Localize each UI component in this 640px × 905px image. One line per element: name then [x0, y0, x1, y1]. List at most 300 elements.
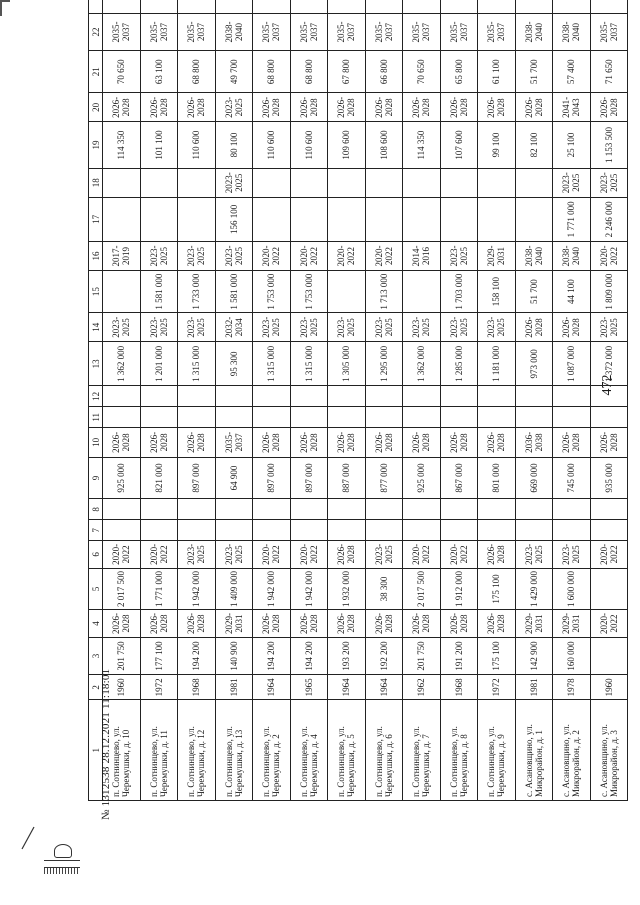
table-cell: 95 300	[215, 342, 253, 386]
table-cell: 2026-2028	[590, 93, 628, 122]
table-cell: 2026-2028	[103, 93, 141, 122]
table-cell: 2023-2025	[403, 313, 441, 342]
table-cell	[290, 0, 328, 13]
table-cell: 175 100	[478, 568, 516, 610]
table-cell: 2026-2028	[365, 610, 403, 637]
table-cell	[403, 407, 441, 428]
table-cell: 2023-2025	[440, 241, 478, 270]
table-cell: 2023-2025	[140, 313, 178, 342]
table-cell: 2026-2028	[553, 428, 591, 457]
table-cell: 1978	[553, 675, 591, 700]
table-cell	[328, 197, 366, 241]
table-cell	[328, 407, 366, 428]
table-cell	[403, 168, 441, 197]
table-cell: 2023-2025	[215, 168, 253, 197]
table-cell	[253, 168, 291, 197]
table-cell: 2035-2037	[440, 13, 478, 51]
address-cell: п. Сотнинцево, ул. Черемушки, д. 5	[328, 700, 366, 801]
table-cell: 2026-2028	[328, 428, 366, 457]
column-number: 1	[89, 700, 103, 801]
table-cell: 2023-2025	[515, 541, 553, 568]
table-cell	[215, 386, 253, 407]
table-cell: 2026-2028	[440, 93, 478, 122]
table-cell: 65 800	[440, 51, 478, 93]
address-cell: п. Сотнинцево, ул. Черемушки, д. 11	[140, 700, 178, 801]
table-cell: 160 000	[553, 637, 591, 675]
table-cell	[478, 520, 516, 541]
table-cell: 107 600	[440, 122, 478, 168]
table-cell: 2035-2037	[253, 13, 291, 51]
table-cell	[103, 271, 141, 313]
table-cell: 2026-2028	[328, 93, 366, 122]
table-cell: 1964	[253, 675, 291, 700]
table-cell	[590, 520, 628, 541]
table-cell: 2020-2022	[403, 541, 441, 568]
table-cell: 2035-2037	[403, 13, 441, 51]
table-cell	[365, 407, 403, 428]
table-cell: 2026-2028	[140, 610, 178, 637]
table-cell	[365, 386, 403, 407]
table-cell	[140, 168, 178, 197]
table-cell: 801 000	[478, 457, 516, 499]
column-number: 22	[89, 13, 103, 51]
table-cell: 669 000	[515, 457, 553, 499]
address-cell: п. Сотнинцево, ул. Черемушки, д. 4	[290, 700, 328, 801]
table-cell: 1 201 000	[140, 342, 178, 386]
table-cell	[328, 168, 366, 197]
table-cell: 925 000	[403, 457, 441, 499]
table-cell	[103, 407, 141, 428]
table-cell: 2026-2028	[403, 428, 441, 457]
table-cell	[178, 386, 216, 407]
address-cell: п. Сотнинцево, ул. Черемушки, д. 2	[253, 700, 291, 801]
table-cell: 68 800	[290, 51, 328, 93]
table-cell	[440, 499, 478, 520]
table-cell: 2026-2028	[140, 428, 178, 457]
table-cell: 2023-2025	[215, 241, 253, 270]
table-cell: 2026-2028	[515, 313, 553, 342]
table-cell: 2020-2022	[253, 541, 291, 568]
address-cell: с. Асановщино, ул. Микрорайон, д. 1	[515, 700, 553, 801]
table-cell: 1 942 000	[178, 568, 216, 610]
table-cell: 1 771 000	[553, 197, 591, 241]
table-cell: 1981	[215, 675, 253, 700]
table-cell: 2026-2028	[290, 428, 328, 457]
table-cell: 1 295 000	[365, 342, 403, 386]
page-number: 472	[600, 374, 615, 396]
table-cell: 897 000	[253, 457, 291, 499]
table-cell: 1 912 000	[440, 568, 478, 610]
table-cell	[515, 499, 553, 520]
table-cell: 2029-2031	[215, 610, 253, 637]
address-cell: п. Сотнинцево, ул. Черемушки, д. 8	[440, 700, 478, 801]
table-cell	[178, 499, 216, 520]
table-cell: 2023-2025	[178, 541, 216, 568]
table-cell: 2020-2022	[328, 241, 366, 270]
column-number: 19	[89, 122, 103, 168]
table-cell	[440, 0, 478, 13]
table-cell	[178, 197, 216, 241]
table-row	[440, 0, 478, 801]
table-cell: 1964	[328, 675, 366, 700]
column-number: 3	[89, 637, 103, 675]
table-cell: 1 153 500	[590, 122, 628, 168]
table-cell: 2023-2025	[478, 313, 516, 342]
table-cell: 175 100	[478, 637, 516, 675]
table-cell: 1 372 000	[590, 342, 628, 386]
table-cell: 2023-2025	[178, 241, 216, 270]
table-cell: 2036-2038	[515, 428, 553, 457]
table-cell: 2026-2028	[365, 428, 403, 457]
table-cell: 80 100	[215, 122, 253, 168]
table-cell	[515, 386, 553, 407]
table-cell: 114 350	[103, 122, 141, 168]
table-cell: 2026-2028	[478, 541, 516, 568]
table-cell	[478, 499, 516, 520]
table-cell: 821 000	[140, 457, 178, 499]
table-cell: 110 600	[178, 122, 216, 168]
table-cell: 2026-2028	[103, 428, 141, 457]
table-cell	[478, 168, 516, 197]
table-cell	[140, 197, 178, 241]
table-cell: 2020-2022	[440, 541, 478, 568]
table-cell: 1 771 000	[140, 568, 178, 610]
table-row	[365, 0, 403, 801]
table-cell: 108 600	[365, 122, 403, 168]
table-cell: 49 700	[215, 51, 253, 93]
table-cell	[440, 520, 478, 541]
table-cell: 2026-2028	[403, 93, 441, 122]
table-cell: 2035-2037	[178, 13, 216, 51]
table-cell: 973 000	[515, 342, 553, 386]
table-cell	[590, 0, 628, 13]
table-cell	[253, 499, 291, 520]
table-cell: 1 581 000	[215, 271, 253, 313]
table-cell	[103, 520, 141, 541]
column-number: 12	[89, 386, 103, 407]
table-cell: 867 000	[440, 457, 478, 499]
table-cell: 2014-2016	[403, 241, 441, 270]
table-cell: 101 100	[140, 122, 178, 168]
table-row	[215, 0, 253, 801]
address-cell: п. Сотнинцево, ул. Черемушки, д. 9	[478, 700, 516, 801]
table-cell: 1 753 000	[253, 271, 291, 313]
table-cell: 67 800	[328, 51, 366, 93]
table-cell	[515, 0, 553, 13]
table-cell	[553, 499, 591, 520]
table-row	[290, 0, 328, 801]
table-cell: 2023-2025	[290, 313, 328, 342]
table-cell: 66 800	[365, 51, 403, 93]
table-cell: 38 300	[365, 568, 403, 610]
table-cell: 2026-2028	[478, 610, 516, 637]
table-cell: 156 100	[215, 197, 253, 241]
table-cell: 2023-2025	[553, 541, 591, 568]
table-cell: 2020-2022	[103, 541, 141, 568]
table-cell: 2026-2028	[478, 428, 516, 457]
table-cell	[590, 568, 628, 610]
table-cell	[215, 0, 253, 13]
table-cell: 2020-2022	[590, 610, 628, 637]
table-cell	[440, 197, 478, 241]
address-cell: п. Сотнинцево, ул. Черемушки, д. 7	[403, 700, 441, 801]
table-cell	[290, 386, 328, 407]
table-cell: 1960	[590, 675, 628, 700]
column-number: 20	[89, 93, 103, 122]
column-number: 11	[89, 407, 103, 428]
table-cell: 745 000	[553, 457, 591, 499]
table-cell: 1972	[478, 675, 516, 700]
table-row	[590, 0, 628, 801]
column-number: 10	[89, 428, 103, 457]
table-row	[140, 0, 178, 801]
column-number: 2	[89, 675, 103, 700]
table-cell: 68 800	[178, 51, 216, 93]
table-cell: 2026-2028	[178, 428, 216, 457]
table-cell	[553, 520, 591, 541]
table-cell: 2035-2037	[140, 13, 178, 51]
table-cell	[290, 168, 328, 197]
table-cell	[478, 197, 516, 241]
table-cell: 2023-2025	[178, 313, 216, 342]
table-cell: 2023-2025	[590, 313, 628, 342]
table-cell: 2023-2025	[215, 93, 253, 122]
table-cell: 2035-2037	[328, 13, 366, 51]
table-cell: 2023-2025	[553, 168, 591, 197]
table-cell	[553, 0, 591, 13]
table-cell: 2029-2031	[478, 241, 516, 270]
table-cell: 2038-2040	[553, 13, 591, 51]
table-cell	[440, 168, 478, 197]
table-cell	[328, 520, 366, 541]
address-cell: с. Асановщино, ул. Микрорайон, д. 3	[590, 700, 628, 801]
table-cell: 2020-2022	[290, 541, 328, 568]
table-cell	[478, 386, 516, 407]
table-cell: 2017-2019	[103, 241, 141, 270]
table-cell	[253, 0, 291, 13]
table-cell: 201 750	[403, 637, 441, 675]
table-cell: 2023-2025	[215, 541, 253, 568]
table-cell: 2026-2028	[103, 610, 141, 637]
table-cell	[515, 407, 553, 428]
table-cell: 70 650	[403, 51, 441, 93]
table-cell	[140, 0, 178, 13]
table-cell: 2035-2037	[365, 13, 403, 51]
table-cell: 194 200	[178, 637, 216, 675]
table-cell: 1 409 000	[215, 568, 253, 610]
table-cell: 2 017 500	[403, 568, 441, 610]
table-cell: 2026-2028	[178, 93, 216, 122]
table-cell: 68 800	[253, 51, 291, 93]
column-number: 8	[89, 499, 103, 520]
table-cell: 110 600	[253, 122, 291, 168]
table-cell: 194 200	[290, 637, 328, 675]
table-cell: 1 362 000	[403, 342, 441, 386]
table-cell: 2026-2028	[515, 93, 553, 122]
table-cell: 1965	[290, 675, 328, 700]
table-cell: 25 100	[553, 122, 591, 168]
table-cell	[328, 386, 366, 407]
table-cell: 51 700	[515, 51, 553, 93]
table-cell: 2038-2040	[515, 241, 553, 270]
table-cell: 110 600	[290, 122, 328, 168]
table-cell: 61 100	[478, 51, 516, 93]
table-cell: 2038-2040	[215, 13, 253, 51]
table-cell	[178, 0, 216, 13]
table-cell: 2026-2028	[553, 313, 591, 342]
table-cell: 1968	[440, 675, 478, 700]
table-cell	[365, 197, 403, 241]
table-cell: 99 100	[478, 122, 516, 168]
table-cell: 2023-2025	[253, 313, 291, 342]
table-cell: 2023-2025	[328, 313, 366, 342]
table-cell: 1 600 000	[553, 568, 591, 610]
table-cell	[328, 0, 366, 13]
table-row	[403, 0, 441, 801]
table-cell: 2026-2028	[253, 93, 291, 122]
table-cell	[553, 407, 591, 428]
column-number: 4	[89, 610, 103, 637]
table-cell	[553, 386, 591, 407]
table-cell	[178, 407, 216, 428]
table-cell: 1 285 000	[440, 342, 478, 386]
table-row	[515, 0, 553, 801]
emblem-lettering	[44, 868, 80, 874]
emblem-bars	[44, 860, 80, 868]
table-cell: 2032-2034	[215, 313, 253, 342]
table-cell: 1 942 000	[253, 568, 291, 610]
table-cell: 2023-2025	[103, 313, 141, 342]
table-cell: 897 000	[290, 457, 328, 499]
table-cell: 2026-2028	[440, 610, 478, 637]
table-cell	[140, 407, 178, 428]
table-cell	[178, 520, 216, 541]
table-row	[253, 0, 291, 801]
table-cell: 1 315 000	[178, 342, 216, 386]
table-cell: 2023-2025	[365, 313, 403, 342]
table-cell	[290, 520, 328, 541]
table-cell	[103, 168, 141, 197]
table-cell: 2029-2031	[553, 610, 591, 637]
table-cell: 887 000	[328, 457, 366, 499]
table-cell: 2026-2028	[403, 610, 441, 637]
table-cell	[365, 520, 403, 541]
column-number: 17	[89, 197, 103, 241]
table-cell: 2020-2022	[290, 241, 328, 270]
table-cell: 1962	[403, 675, 441, 700]
table-cell	[253, 197, 291, 241]
table-cell	[590, 386, 628, 407]
table-cell: 2020-2022	[140, 541, 178, 568]
table-cell: 1 362 000	[103, 342, 141, 386]
table-cell: 142 900	[515, 637, 553, 675]
table-cell: 44 100	[553, 271, 591, 313]
table-cell: 109 600	[328, 122, 366, 168]
table-cell: 2035-2037	[103, 13, 141, 51]
registry-table	[88, 0, 628, 801]
table-cell	[215, 407, 253, 428]
table-cell	[253, 520, 291, 541]
emblem-shape	[54, 844, 72, 858]
table-cell: 2026-2028	[140, 93, 178, 122]
table-cell: 2026-2028	[253, 428, 291, 457]
table-cell: 2020-2022	[253, 241, 291, 270]
table-cell: 1 315 000	[290, 342, 328, 386]
table-cell: 114 350	[403, 122, 441, 168]
table-cell	[140, 499, 178, 520]
table-cell: 158 100	[478, 271, 516, 313]
table-cell	[515, 168, 553, 197]
table-cell: 2026-2028	[440, 428, 478, 457]
table-cell: 1 429 000	[515, 568, 553, 610]
table-cell: 1 753 000	[290, 271, 328, 313]
column-number: 15	[89, 271, 103, 313]
table-cell: 2026-2028	[328, 610, 366, 637]
table-cell	[328, 499, 366, 520]
column-number: 14	[89, 313, 103, 342]
table-cell	[403, 0, 441, 13]
table-cell	[515, 520, 553, 541]
table-cell: 2026-2028	[290, 93, 328, 122]
table-cell: 193 200	[328, 637, 366, 675]
table-cell: 2035-2037	[290, 13, 328, 51]
table-cell	[290, 407, 328, 428]
table-cell: 194 200	[253, 637, 291, 675]
table-cell: 1 581 000	[140, 271, 178, 313]
table-cell	[365, 499, 403, 520]
table-cell: 192 200	[365, 637, 403, 675]
table-cell: 2026-2028	[478, 93, 516, 122]
table-cell: 2038-2040	[515, 13, 553, 51]
table-cell	[403, 499, 441, 520]
table-cell	[215, 499, 253, 520]
table-cell	[403, 520, 441, 541]
table-cell: 2020-2022	[365, 241, 403, 270]
table-cell	[403, 386, 441, 407]
table-cell: 1 181 000	[478, 342, 516, 386]
table-cell: 82 100	[515, 122, 553, 168]
table-row	[553, 0, 591, 801]
table-cell: 1 305 000	[328, 342, 366, 386]
table-cell: 51 700	[515, 271, 553, 313]
address-cell: с. Асановщино, ул. Микрорайон, д. 2	[553, 700, 591, 801]
table-cell: 877 000	[365, 457, 403, 499]
table-cell: 1 809 000	[590, 271, 628, 313]
pen-mark	[18, 825, 38, 851]
table-cell: 63 100	[140, 51, 178, 93]
table-row	[328, 0, 366, 801]
table-cell	[590, 407, 628, 428]
table-cell: 2026-2028	[590, 428, 628, 457]
table-cell	[440, 407, 478, 428]
table-cell: 1 087 000	[553, 342, 591, 386]
table-cell: 177 100	[140, 637, 178, 675]
table-cell	[590, 637, 628, 675]
table-cell	[290, 499, 328, 520]
table-cell: 2 246 000	[590, 197, 628, 241]
table-cell: 1960	[103, 675, 141, 700]
table-cell: 2020-2022	[590, 541, 628, 568]
table-cell	[253, 386, 291, 407]
table-cell: 191 200	[440, 637, 478, 675]
table-cell	[365, 0, 403, 13]
table-cell: 925 000	[103, 457, 141, 499]
table-row	[178, 0, 216, 801]
table-cell: 2026-2028	[253, 610, 291, 637]
table-cell: 64 900	[215, 457, 253, 499]
table-cell: 1981	[515, 675, 553, 700]
table-cell: 2026-2028	[365, 93, 403, 122]
